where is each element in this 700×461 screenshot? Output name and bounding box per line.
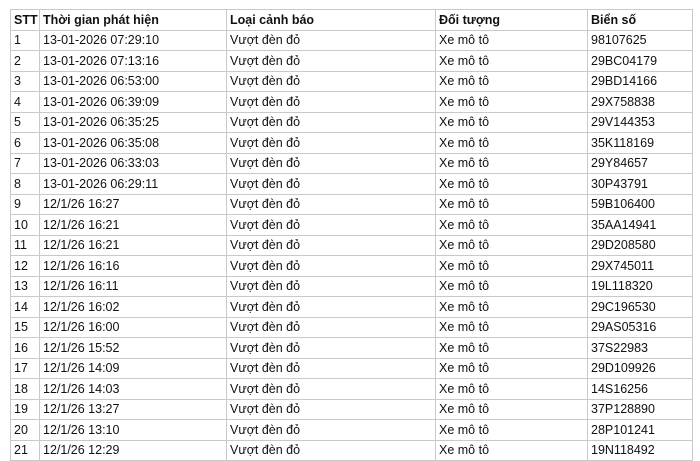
row-number-cell[interactable]: 20 — [11, 420, 40, 441]
detection-time-cell[interactable]: 12/1/26 16:16 — [40, 256, 227, 277]
license-plate-cell[interactable]: 28P101241 — [588, 420, 693, 441]
row-number-cell[interactable]: 12 — [11, 256, 40, 277]
vehicle-type-cell[interactable]: Xe mô tô — [436, 112, 588, 133]
table-body — [11, 30, 693, 461]
license-plate-cell[interactable]: 29X745011 — [588, 256, 693, 277]
license-plate-cell[interactable]: 35K118169 — [588, 133, 693, 154]
table-header — [11, 10, 693, 31]
table-row — [11, 112, 693, 133]
row-number-cell[interactable]: 9 — [11, 194, 40, 215]
row-number-cell[interactable]: 4 — [11, 92, 40, 113]
vehicle-type-cell[interactable]: Xe mô tô — [436, 379, 588, 400]
column-header-stt[interactable]: STT — [11, 10, 40, 31]
table-row — [11, 215, 693, 236]
table-row — [11, 51, 693, 72]
vehicle-type-cell[interactable]: Xe mô tô — [436, 297, 588, 318]
table-row — [11, 235, 693, 256]
detection-time-cell[interactable]: 12/1/26 15:52 — [40, 338, 227, 359]
row-number-cell[interactable]: 21 — [11, 440, 40, 461]
row-number-cell[interactable]: 16 — [11, 338, 40, 359]
alert-type-cell[interactable]: Vượt đèn đỏ — [227, 399, 436, 420]
alert-type-cell[interactable]: Vượt đèn đỏ — [227, 256, 436, 277]
alert-type-cell[interactable]: Vượt đèn đỏ — [227, 420, 436, 441]
table-row — [11, 174, 693, 195]
row-number-cell[interactable]: 17 — [11, 358, 40, 379]
alert-type-cell[interactable]: Vượt đèn đỏ — [227, 358, 436, 379]
alert-type-cell[interactable]: Vượt đèn đỏ — [227, 297, 436, 318]
alert-type-cell[interactable]: Vượt đèn đỏ — [227, 92, 436, 113]
vehicle-type-cell[interactable]: Xe mô tô — [436, 174, 588, 195]
vehicle-type-cell[interactable]: Xe mô tô — [436, 30, 588, 51]
row-number-cell[interactable]: 11 — [11, 235, 40, 256]
alert-type-cell[interactable]: Vượt đèn đỏ — [227, 276, 436, 297]
license-plate-cell[interactable]: 29AS05316 — [588, 317, 693, 338]
license-plate-cell[interactable]: 29C196530 — [588, 297, 693, 318]
alert-type-cell[interactable]: Vượt đèn đỏ — [227, 338, 436, 359]
alert-type-cell[interactable]: Vượt đèn đỏ — [227, 317, 436, 338]
license-plate-cell[interactable]: 29BC04179 — [588, 51, 693, 72]
column-header-vehicle-type[interactable]: Đối tượng — [436, 10, 588, 31]
table-row — [11, 194, 693, 215]
detection-time-cell[interactable]: 13-01-2026 06:39:09 — [40, 92, 227, 113]
detection-time-cell[interactable]: 13-01-2026 06:33:03 — [40, 153, 227, 174]
table-row — [11, 30, 693, 51]
alert-type-cell[interactable]: Vượt đèn đỏ — [227, 215, 436, 236]
vehicle-type-cell[interactable]: Xe mô tô — [436, 194, 588, 215]
alert-type-cell[interactable]: Vượt đèn đỏ — [227, 194, 436, 215]
license-plate-cell[interactable]: 29D208580 — [588, 235, 693, 256]
license-plate-cell[interactable]: 19L118320 — [588, 276, 693, 297]
detection-time-cell[interactable]: 12/1/26 16:21 — [40, 235, 227, 256]
row-number-cell[interactable]: 6 — [11, 133, 40, 154]
detection-time-cell[interactable]: 12/1/26 14:09 — [40, 358, 227, 379]
license-plate-cell[interactable]: 29V144353 — [588, 112, 693, 133]
table-row — [11, 440, 693, 461]
alert-type-cell[interactable]: Vượt đèn đỏ — [227, 51, 436, 72]
alert-type-cell[interactable]: Vượt đèn đỏ — [227, 112, 436, 133]
detection-time-cell[interactable]: 13-01-2026 07:29:10 — [40, 30, 227, 51]
license-plate-cell[interactable]: 29Y84657 — [588, 153, 693, 174]
detection-time-cell[interactable]: 12/1/26 16:00 — [40, 317, 227, 338]
alert-type-cell[interactable]: Vượt đèn đỏ — [227, 153, 436, 174]
vehicle-type-cell[interactable]: Xe mô tô — [436, 338, 588, 359]
table-row — [11, 256, 693, 277]
alert-type-cell[interactable]: Vượt đèn đỏ — [227, 379, 436, 400]
table-row — [11, 297, 693, 318]
table-row — [11, 276, 693, 297]
detection-time-cell[interactable]: 13-01-2026 07:13:16 — [40, 51, 227, 72]
alert-type-cell[interactable]: Vượt đèn đỏ — [227, 235, 436, 256]
detection-time-cell[interactable]: 12/1/26 16:02 — [40, 297, 227, 318]
vehicle-type-cell[interactable]: Xe mô tô — [436, 420, 588, 441]
row-number-cell[interactable]: 18 — [11, 379, 40, 400]
vehicle-type-cell[interactable]: Xe mô tô — [436, 71, 588, 92]
table-row — [11, 420, 693, 441]
row-number-cell[interactable]: 1 — [11, 30, 40, 51]
detection-time-cell[interactable]: 13-01-2026 06:35:08 — [40, 133, 227, 154]
alert-type-cell[interactable]: Vượt đèn đỏ — [227, 133, 436, 154]
vehicle-type-cell[interactable]: Xe mô tô — [436, 133, 588, 154]
vehicle-type-cell[interactable]: Xe mô tô — [436, 440, 588, 461]
vehicle-type-cell[interactable]: Xe mô tô — [436, 317, 588, 338]
detection-time-cell[interactable]: 12/1/26 14:03 — [40, 379, 227, 400]
table-row — [11, 399, 693, 420]
row-number-cell[interactable]: 19 — [11, 399, 40, 420]
vehicle-type-cell[interactable]: Xe mô tô — [436, 358, 588, 379]
license-plate-cell[interactable]: 98107625 — [588, 30, 693, 51]
table-row — [11, 379, 693, 400]
license-plate-cell[interactable]: 29D109926 — [588, 358, 693, 379]
vehicle-type-cell[interactable]: Xe mô tô — [436, 399, 588, 420]
license-plate-cell[interactable]: 29X758838 — [588, 92, 693, 113]
detection-time-cell[interactable]: 13-01-2026 06:53:00 — [40, 71, 227, 92]
license-plate-cell[interactable]: 29BD14166 — [588, 71, 693, 92]
detection-time-cell[interactable]: 12/1/26 16:27 — [40, 194, 227, 215]
vehicle-type-cell[interactable]: Xe mô tô — [436, 92, 588, 113]
table-row — [11, 133, 693, 154]
license-plate-cell[interactable]: 35AA14941 — [588, 215, 693, 236]
detection-time-cell[interactable]: 12/1/26 13:27 — [40, 399, 227, 420]
row-number-cell[interactable]: 8 — [11, 174, 40, 195]
row-number-cell[interactable]: 10 — [11, 215, 40, 236]
vehicle-type-cell[interactable]: Xe mô tô — [436, 215, 588, 236]
alert-type-cell[interactable]: Vượt đèn đỏ — [227, 71, 436, 92]
license-plate-cell[interactable]: 30P43791 — [588, 174, 693, 195]
detection-time-cell[interactable]: 12/1/26 13:10 — [40, 420, 227, 441]
table-row — [11, 153, 693, 174]
detection-time-cell[interactable]: 13-01-2026 06:35:25 — [40, 112, 227, 133]
table-row — [11, 71, 693, 92]
header-row — [11, 10, 693, 31]
row-number-cell[interactable]: 7 — [11, 153, 40, 174]
row-number-cell[interactable]: 13 — [11, 276, 40, 297]
license-plate-cell[interactable]: 59B106400 — [588, 194, 693, 215]
table-row — [11, 338, 693, 359]
column-header-alert-type[interactable]: Loại cảnh báo — [227, 10, 436, 31]
detection-time-cell[interactable]: 13-01-2026 06:29:11 — [40, 174, 227, 195]
vehicle-type-cell[interactable]: Xe mô tô — [436, 276, 588, 297]
column-header-license-plate[interactable]: Biển số — [588, 10, 693, 31]
alert-type-cell[interactable]: Vượt đèn đỏ — [227, 30, 436, 51]
vehicle-type-cell[interactable]: Xe mô tô — [436, 153, 588, 174]
table-row — [11, 317, 693, 338]
detection-time-cell[interactable]: 12/1/26 12:29 — [40, 440, 227, 461]
license-plate-cell[interactable]: 37P128890 — [588, 399, 693, 420]
license-plate-cell[interactable]: 37S22983 — [588, 338, 693, 359]
row-number-cell[interactable]: 14 — [11, 297, 40, 318]
row-number-cell[interactable]: 2 — [11, 51, 40, 72]
table-row — [11, 358, 693, 379]
row-number-cell[interactable]: 5 — [11, 112, 40, 133]
vehicle-type-cell[interactable]: Xe mô tô — [436, 51, 588, 72]
alert-type-cell[interactable]: Vượt đèn đỏ — [227, 174, 436, 195]
row-number-cell[interactable]: 3 — [11, 71, 40, 92]
row-number-cell[interactable]: 15 — [11, 317, 40, 338]
column-header-detection-time[interactable]: Thời gian phát hiện — [40, 10, 227, 31]
violations-table — [10, 9, 693, 461]
vehicle-type-cell[interactable]: Xe mô tô — [436, 235, 588, 256]
spreadsheet — [10, 9, 692, 458]
vehicle-type-cell[interactable]: Xe mô tô — [436, 256, 588, 277]
alert-type-cell[interactable]: Vượt đèn đỏ — [227, 440, 436, 461]
detection-time-cell[interactable]: 12/1/26 16:11 — [40, 276, 227, 297]
license-plate-cell[interactable]: 14S16256 — [588, 379, 693, 400]
detection-time-cell[interactable]: 12/1/26 16:21 — [40, 215, 227, 236]
license-plate-cell[interactable]: 19N118492 — [588, 440, 693, 461]
table-row — [11, 92, 693, 113]
